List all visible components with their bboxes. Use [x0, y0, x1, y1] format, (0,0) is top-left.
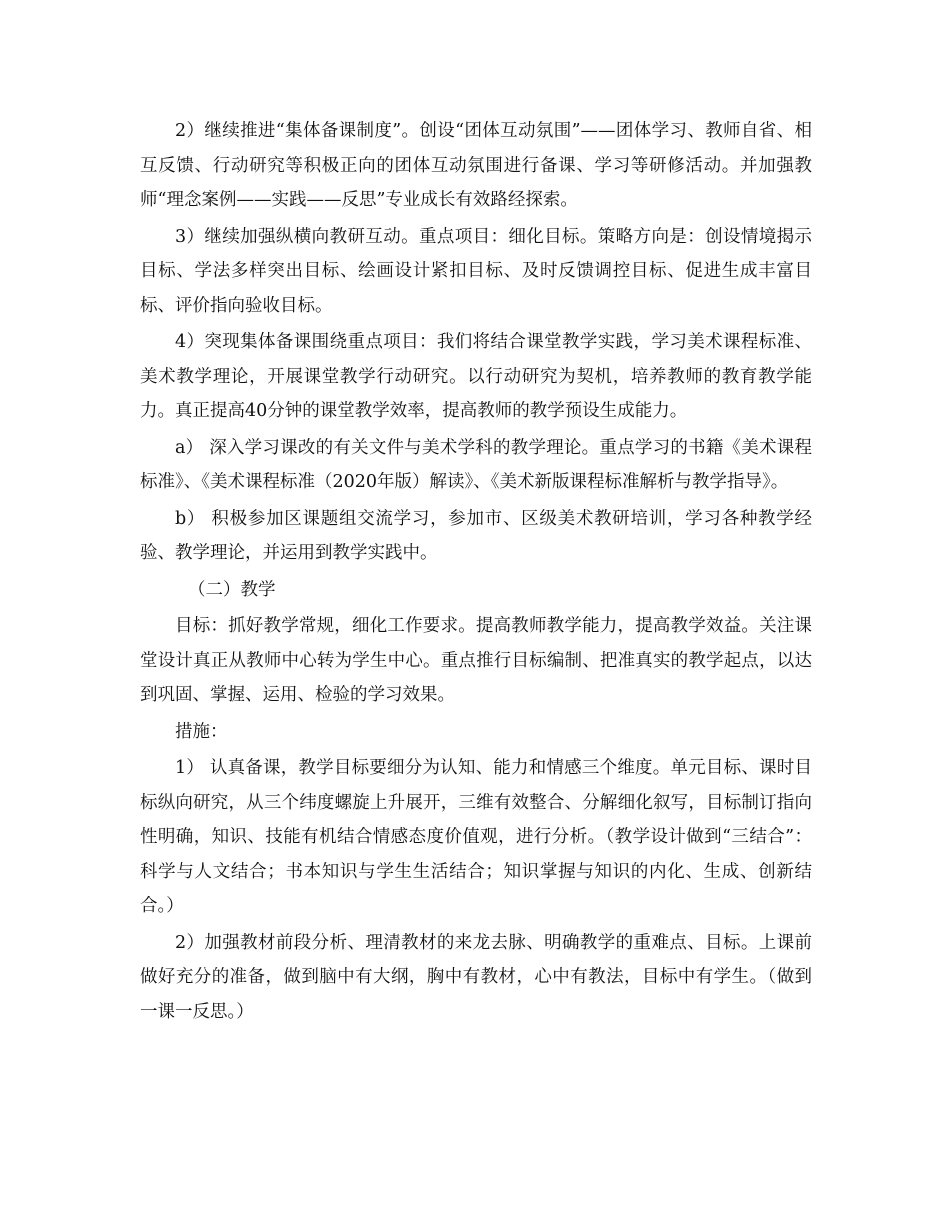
paragraph-training-exchange: b） 积极参加区课题组交流学习，参加市、区级美术教研培训，学习各种教学经验、教学理论，并运用到教学实践中。: [140, 508, 812, 563]
paragraph-collective-lesson-prep: 2）继续推进“集体备课制度”。创设“团体互动氛围”——团体学习、教师自省、相互反馈、行动研究等积极正向的团体互动氛围进行备课、学习等研修活动。并加强教师“理念案例——实践——反思”专业成长有效路经探索。: [140, 121, 812, 210]
paragraph-teaching-goal: 目标：抓好教学常规，细化工作要求。提高教师教学能力，提高教学效益。关注课堂设计真正从教师中心转为学生中心。重点推行目标编制、把准真实的教学起点，以达到巩固、掌握、运用、检验的学习效果。: [140, 616, 812, 705]
paragraph-textbook-analysis: 2）加强教材前段分析、理清教材的来龙去脉、明确教学的重难点、目标。上课前做好充分的准备，做到脑中有大纲，胸中有教材，心中有教法，目标中有学生。（做到一课一反思。）: [140, 932, 812, 1022]
section-heading-teaching: （二）教学: [188, 579, 276, 600]
paragraph-measures-label: 措施：: [175, 721, 228, 742]
paragraph-key-project: 4）突现集体备课围绕重点项目：我们将结合课堂教学实践，学习美术课程标准、美术教学理论，开展课堂教学行动研究。以行动研究为契机，培养教师的教育教学能力。真正提高40分钟的课堂教学效率，提高教师的教学预设生成能力。: [140, 332, 812, 421]
document-body: [140, 114, 812, 1029]
paragraph-study-curriculum: a） 深入学习课改的有关文件与美术学科的教学理论。重点学习的书籍《美术课程标准》、《美术课程标准（2020年版）解读》、《美术新版课程标准解析与教学指导》。: [140, 437, 812, 492]
paragraph-teaching-research-interaction: 3）继续加强纵横向教研互动。重点项目：细化目标。策略方向是：创设情境揭示目标、学法多样突出目标、绘画设计紧扣目标、及时反馈调控目标、促进生成丰富目标、评价指向验收目标。: [140, 226, 812, 316]
paragraph-careful-preparation: 1） 认真备课，教学目标要细分为认知、能力和情感三个维度。单元目标、课时目标纵向研究，从三个纬度螺旋上升展开，三维有效整合、分解细化叙写，目标制订指向性明确，知识、技能有机结合情感态度价值观，进行分析。（教学设计做到“三结合”：科学与人文结合；书本知识与学生生活结合；知识掌握与知识的内化、生成、创新结合。）: [140, 758, 812, 916]
